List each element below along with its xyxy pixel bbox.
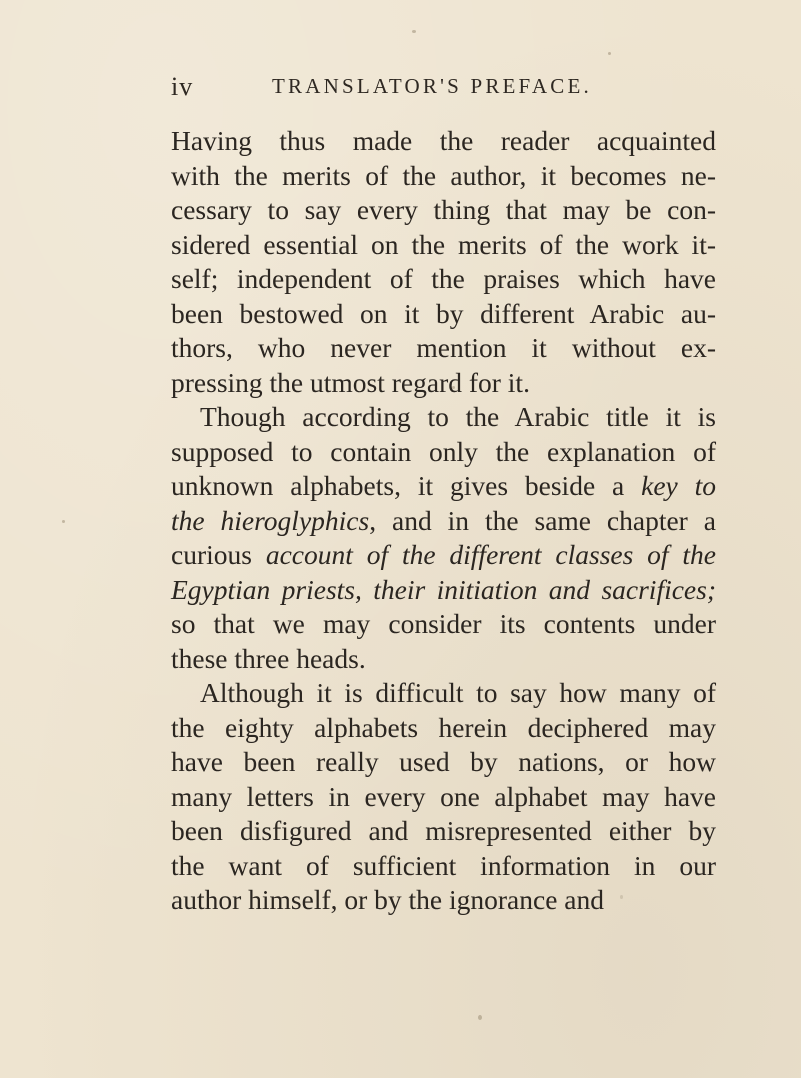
text-segment: pressing the utmost regard for it. <box>171 366 530 398</box>
text-line <box>171 814 716 849</box>
text-line <box>171 159 716 194</box>
text-line <box>171 331 716 366</box>
text-line <box>171 642 716 677</box>
text-line <box>171 228 716 263</box>
italic-text: Egyptian priests, their initiation and sacrifices; <box>171 573 716 605</box>
text-line <box>171 366 716 401</box>
text-segment: unknown alphabets, it gives beside a <box>171 470 642 501</box>
text-segment: been bestowed on it by different Arabic au- <box>171 297 716 329</box>
text-segment: many letters in every one alphabet may have <box>171 780 716 812</box>
text-segment: , and in the same chapter a <box>369 504 716 536</box>
text-segment: self; independent of the praises which have <box>171 263 716 294</box>
text-segment: cessary to say every thing that may be con- <box>171 194 716 225</box>
italic-text: account of the different classes of the <box>265 539 716 570</box>
text-segment: sidered essential on the merits of the work it- <box>171 228 716 260</box>
text-segment: the eighty alphabets herein deciphered may <box>171 711 716 743</box>
text-line <box>171 676 716 711</box>
text-segment: with the merits of the author, it becomes ne- <box>171 159 716 191</box>
body-text <box>171 124 716 918</box>
text-line <box>171 745 716 780</box>
text-line <box>171 469 716 504</box>
page-header <box>0 72 801 108</box>
text-segment: Although it is difficult to say how many of <box>200 677 716 708</box>
text-segment: Having thus made the reader acquainted <box>171 125 716 156</box>
text-line <box>171 297 716 332</box>
text-segment: curious <box>171 539 266 570</box>
text-segment: the want of sufficient information in our <box>171 849 716 881</box>
text-line <box>171 538 716 573</box>
text-line <box>171 883 716 918</box>
text-segment: thors, who never mention it without ex- <box>171 332 716 363</box>
text-line <box>171 262 716 297</box>
text-line <box>171 193 716 228</box>
text-segment: been disfigured and misrepresented either by <box>171 815 716 846</box>
text-segment: have been really used by nations, or how <box>171 746 716 777</box>
text-segment: author himself, or by the ignorance and <box>171 884 604 915</box>
text-line <box>171 124 716 159</box>
text-segment: Though according to the Arabic title it is <box>200 401 716 432</box>
italic-text: the hieroglyphics <box>171 504 370 536</box>
text-line <box>171 435 716 470</box>
text-segment: so that we may consider its contents under <box>171 608 716 639</box>
text-line <box>171 573 716 608</box>
text-line <box>171 780 716 815</box>
running-head: TRANSLATOR'S PREFACE. <box>272 74 592 98</box>
text-line <box>171 607 716 642</box>
text-segment: supposed to contain only the explanation of <box>171 435 716 467</box>
italic-text: key to <box>641 470 717 501</box>
page-number: iv <box>171 72 194 101</box>
text-line <box>171 504 716 539</box>
text-line <box>171 849 716 884</box>
text-line <box>171 711 716 746</box>
text-line <box>171 400 716 435</box>
text-segment: these three heads. <box>171 642 366 674</box>
